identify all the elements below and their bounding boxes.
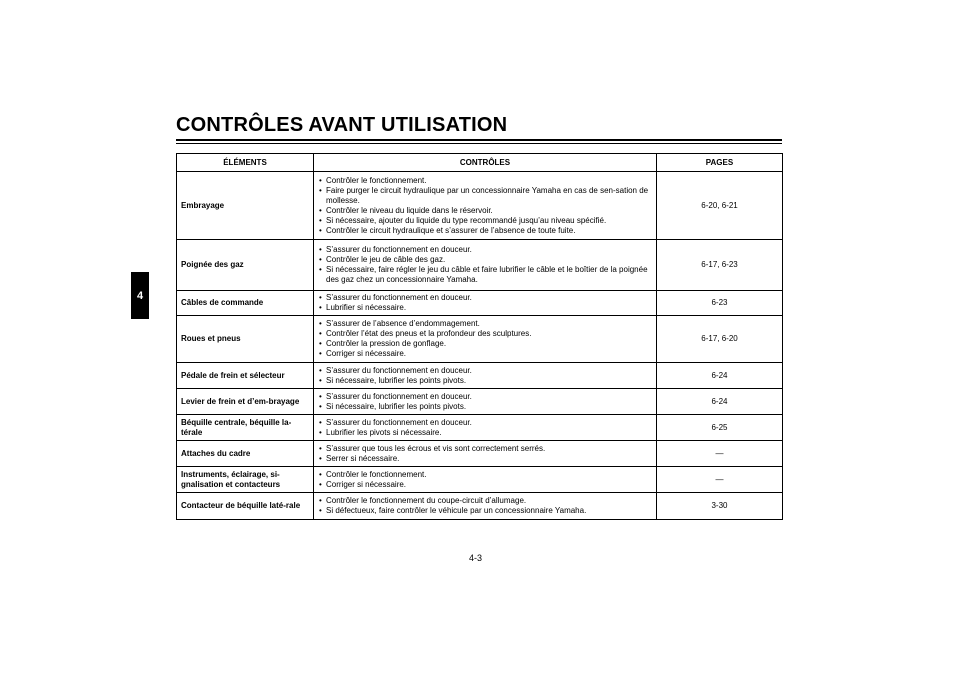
check-item: • Contrôler le niveau du liquide dans le réservoir.: [318, 206, 652, 216]
element-cell: Poignée des gaz: [177, 240, 314, 291]
pages-cell: 3-30: [657, 493, 783, 520]
checks-cell: [314, 415, 657, 441]
checks-list: [318, 496, 652, 516]
checks-cell: [314, 441, 657, 467]
pages-cell: 6-24: [657, 389, 783, 415]
check-item: • Contrôler le circuit hydraulique et s’assurer de l’absence de toute fuite.: [318, 226, 652, 236]
title-rule: [176, 139, 782, 141]
table-row: [177, 240, 783, 291]
header-elements: ÉLÉMENTS: [177, 154, 314, 172]
table-body: [177, 172, 783, 520]
table-row: [177, 291, 783, 316]
check-item: • S’assurer du fonctionnement en douceur.: [318, 293, 652, 303]
checks-list: [318, 293, 652, 313]
check-item: • Faire purger le circuit hydraulique par un concessionnaire Yamaha en cas de sen-sation de mollesse.: [318, 186, 652, 206]
header-checks: CONTRÔLES: [314, 154, 657, 172]
table-row: [177, 441, 783, 467]
checks-cell: [314, 467, 657, 493]
element-cell: Instruments, éclairage, si-gnalisation et contacteurs: [177, 467, 314, 493]
check-item: • S’assurer de l’absence d’endommagement.: [318, 319, 652, 329]
element-cell: Embrayage: [177, 172, 314, 240]
checks-list: [318, 470, 652, 490]
element-cell: Roues et pneus: [177, 316, 314, 363]
table-row: [177, 415, 783, 441]
checks-list: [318, 319, 652, 359]
checks-list: [318, 444, 652, 464]
check-item: • Contrôler le fonctionnement.: [318, 176, 652, 186]
checks-cell: [314, 316, 657, 363]
table-row: [177, 389, 783, 415]
pages-cell: 6-24: [657, 363, 783, 389]
pages-cell: 6-17, 6-20: [657, 316, 783, 363]
checks-cell: [314, 240, 657, 291]
check-item: • Si nécessaire, faire régler le jeu du câble et faire lubrifier le câble et le boîtier de la poignée des gaz chez un concessionnaire Yamaha.: [318, 265, 652, 285]
checks-cell: [314, 493, 657, 520]
check-item: • S’assurer du fonctionnement en douceur.: [318, 245, 652, 255]
pages-cell: 6-20, 6-21: [657, 172, 783, 240]
chapter-tab: 4: [131, 272, 149, 319]
table-row: [177, 172, 783, 240]
element-cell: Béquille centrale, béquille la-térale: [177, 415, 314, 441]
pages-cell: 6-25: [657, 415, 783, 441]
checks-list: [318, 366, 652, 386]
pages-cell: 6-17, 6-23: [657, 240, 783, 291]
checks-cell: [314, 172, 657, 240]
check-item: • Si nécessaire, lubrifier les points pivots.: [318, 402, 652, 412]
check-item: • Corriger si nécessaire.: [318, 480, 652, 490]
check-item: • Corriger si nécessaire.: [318, 349, 652, 359]
check-item: • S’assurer du fonctionnement en douceur.: [318, 418, 652, 428]
check-item: • S’assurer du fonctionnement en douceur.: [318, 366, 652, 376]
check-item: • Si défectueux, faire contrôler le véhicule par un concessionnaire Yamaha.: [318, 506, 652, 516]
check-item: • S’assurer du fonctionnement en douceur.: [318, 392, 652, 402]
pages-cell: —: [657, 441, 783, 467]
check-item: • Serrer si nécessaire.: [318, 454, 652, 464]
table-row: [177, 363, 783, 389]
header-pages: PAGES: [657, 154, 783, 172]
checklist-table: [176, 153, 783, 520]
title-rule-thin: [176, 143, 782, 144]
checks-cell: [314, 363, 657, 389]
checks-list: [318, 418, 652, 438]
pages-cell: —: [657, 467, 783, 493]
table-header-row: [177, 154, 783, 172]
check-item: • Lubrifier les pivots si nécessaire.: [318, 428, 652, 438]
table-row: [177, 316, 783, 363]
check-item: • S’assurer que tous les écrous et vis sont correctement serrés.: [318, 444, 652, 454]
check-item: • Contrôler l’état des pneus et la profondeur des sculptures.: [318, 329, 652, 339]
check-item: • Contrôler le fonctionnement du coupe-circuit d’allumage.: [318, 496, 652, 506]
element-cell: Contacteur de béquille laté-rale: [177, 493, 314, 520]
checks-list: [318, 245, 652, 285]
check-item: • Si nécessaire, lubrifier les points pivots.: [318, 376, 652, 386]
checks-list: [318, 392, 652, 412]
check-item: • Contrôler la pression de gonflage.: [318, 339, 652, 349]
element-cell: Attaches du cadre: [177, 441, 314, 467]
check-item: • Lubrifier si nécessaire.: [318, 303, 652, 313]
check-item: • Contrôler le jeu de câble des gaz.: [318, 255, 652, 265]
table-row: [177, 467, 783, 493]
pages-cell: 6-23: [657, 291, 783, 316]
page-number: 4-3: [469, 553, 483, 563]
checks-list: [318, 176, 652, 236]
checks-cell: [314, 389, 657, 415]
element-cell: Câbles de commande: [177, 291, 314, 316]
check-item: • Si nécessaire, ajouter du liquide du type recommandé jusqu’au niveau spécifié.: [318, 216, 652, 226]
checks-cell: [314, 291, 657, 316]
element-cell: Levier de frein et d’em-brayage: [177, 389, 314, 415]
table-row: [177, 493, 783, 520]
element-cell: Pédale de frein et sélecteur: [177, 363, 314, 389]
check-item: • Contrôler le fonctionnement.: [318, 470, 652, 480]
page-title: CONTRÔLES AVANT UTILISATION: [176, 114, 508, 136]
